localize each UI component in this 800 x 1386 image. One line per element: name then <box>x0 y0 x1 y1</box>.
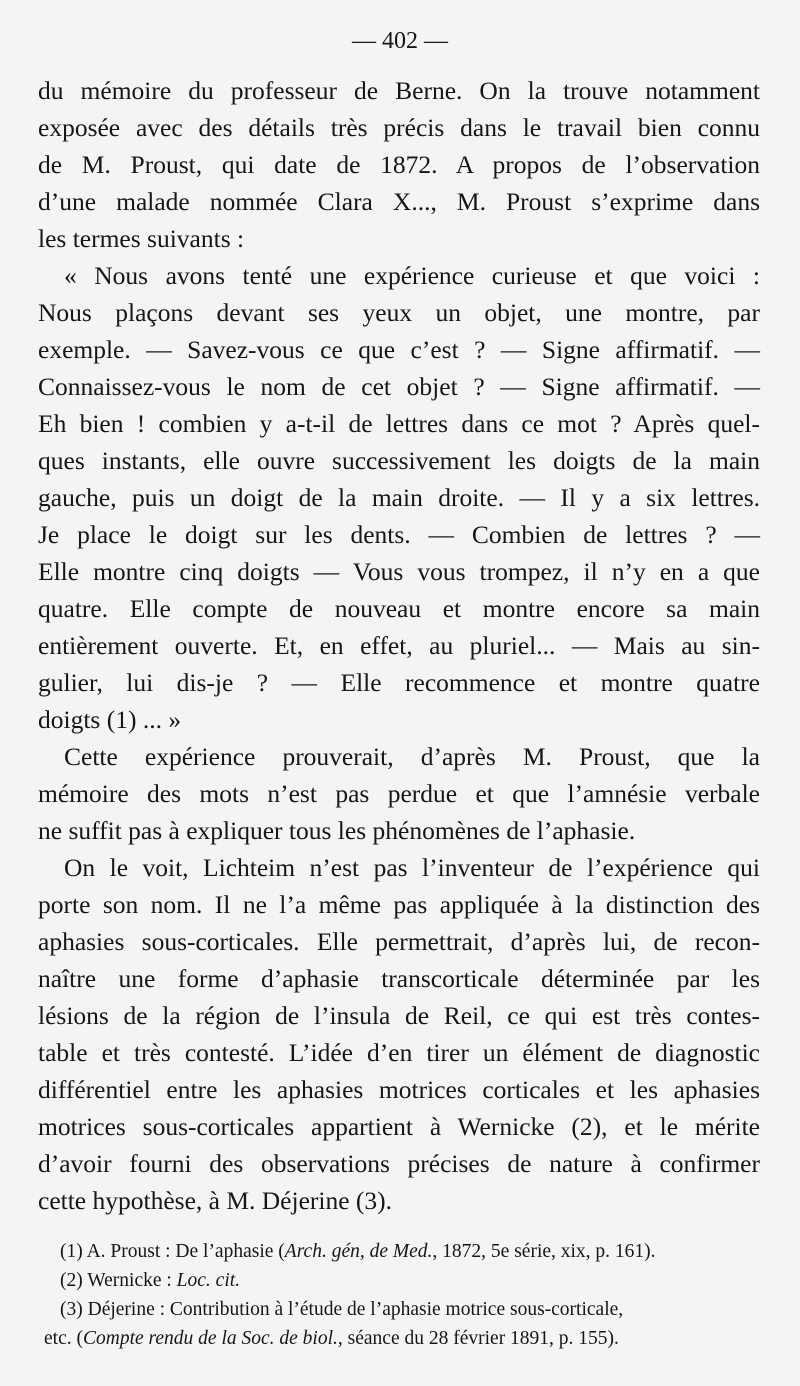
footnote-text: , séance du 28 février 1891, p. 155). <box>337 1328 619 1349</box>
text-line: Elle montre cinq doigts — Vous vous trompez, il n’y en a que <box>38 557 760 586</box>
text-line: exposée avec des détails très précis dans le travail bien connu <box>38 113 760 142</box>
text-line: « Nous avons tenté une expérience curieuse et que voici : <box>64 261 760 290</box>
text-line: d’avoir fourni des observations précises de nature à confirmer <box>38 1149 760 1178</box>
text-line: ques instants, elle ouvre successivement les doigts de la main <box>38 446 760 475</box>
text-line: Je place le doigt sur les dents. — Combien de lettres ? — <box>38 520 760 549</box>
text-line: Nous plaçons devant ses yeux un objet, une montre, par <box>38 298 760 327</box>
footnote-mark: (1) <box>60 1241 83 1262</box>
text-line: cette hypothèse, à M. Déjerine (3). <box>38 1186 393 1215</box>
paragraph-3 <box>38 738 760 849</box>
footnote-text: etc. ( <box>44 1328 83 1349</box>
footnote-text: Déjerine : Contribution à l’étude de l’aphasie motrice sous-corticale, <box>87 1299 624 1320</box>
text-line: quatre. Elle compte de nouveau et montre encore sa main <box>38 594 760 623</box>
text-line: Connaissez-vous le nom de cet objet ? — Signe affirmatif. — <box>38 372 760 401</box>
text-line: d’une malade nommée Clara X..., M. Proust s’exprime dans <box>38 187 760 216</box>
text-line: aphasies sous-corticales. Elle permettrait, d’après lui, de recon- <box>38 927 760 956</box>
text-line: gauche, puis un doigt de la main droite. — Il y a six lettres. <box>38 483 760 512</box>
journal-title: Compte rendu de la Soc. de biol. <box>82 1328 338 1349</box>
text-line: du mémoire du professeur de Berne. On la trouve notamment <box>38 76 760 105</box>
text-line: gulier, lui dis-je ? — Elle recommence et montre quatre <box>38 668 760 697</box>
page-number: — 402 — <box>352 28 448 54</box>
text-line: naître une forme d’aphasie transcorticale déterminée par les <box>38 964 760 993</box>
paragraph-2-quotation <box>38 257 760 738</box>
footnote-text: A. Proust : De l’aphasie ( <box>86 1241 285 1262</box>
text-line: motrices sous-corticales appartient à Wernicke (2), et le mérite <box>38 1112 760 1141</box>
text-line: mémoire des mots n’est pas perdue et que l’amnésie verbale <box>38 779 760 808</box>
footnote-text: Wernicke : <box>87 1270 177 1291</box>
reference-text: Loc. cit. <box>176 1270 241 1291</box>
text-line: exemple. — Savez-vous ce que c’est ? — Signe affirmatif. — <box>38 335 760 364</box>
text-line: Eh bien ! combien y a-t-il de lettres dans ce mot ? Après quel- <box>38 409 760 438</box>
text-line: Cette expérience prouverait, d’après M. Proust, que la <box>64 742 760 771</box>
text-line: table et très contesté. L’idée d’en tirer un élément de diagnostic <box>38 1038 760 1067</box>
paragraph-4 <box>38 849 760 1219</box>
footnote-2 <box>60 1266 764 1295</box>
text-line: de M. Proust, qui date de 1872. A propos de l’observation <box>38 150 760 179</box>
footnote-text: , 1872, 5e série, xix, p. 161). <box>432 1241 656 1262</box>
text-line: lésions de la région de l’insula de Reil, ce qui est très contes- <box>38 1001 760 1030</box>
footnote-mark: (2) <box>60 1270 83 1291</box>
footnote-mark: (3) <box>60 1299 83 1320</box>
paragraph-1 <box>38 72 760 257</box>
text-line: ne suffit pas à expliquer tous les phénomènes de l’aphasie. <box>38 816 636 845</box>
footnote-1 <box>60 1237 764 1266</box>
text-line: doigts (1) ... » <box>38 705 182 734</box>
main-text <box>38 72 760 1219</box>
text-line: On le voit, Lichteim n’est pas l’inventeur de l’expérience qui <box>64 853 760 882</box>
footnotes <box>44 1237 764 1353</box>
text-line: porte son nom. Il ne l’a même pas appliquée à la distinction des <box>38 890 760 919</box>
journal-title: Arch. gén, de Med. <box>284 1241 433 1262</box>
text-line: entièrement ouverte. Et, en effet, au pluriel... — Mais au sin- <box>38 631 760 660</box>
text-line: les termes suivants : <box>38 224 245 253</box>
footnote-3 <box>60 1295 764 1324</box>
text-line: différentiel entre les aphasies motrices corticales et les aphasies <box>38 1075 760 1104</box>
footnote-3-continuation <box>44 1324 764 1353</box>
